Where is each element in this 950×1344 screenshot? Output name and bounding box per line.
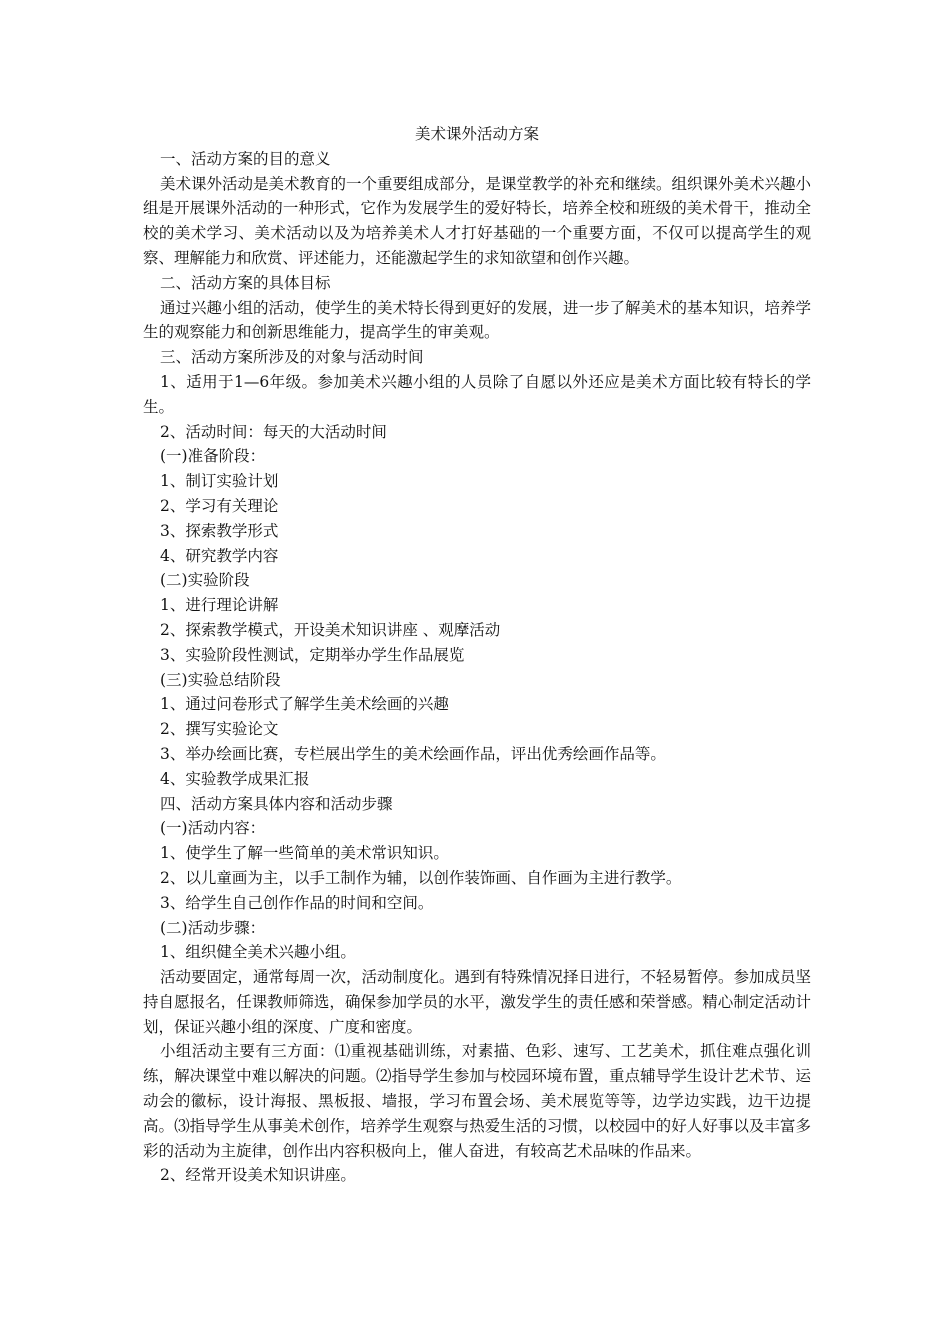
section-heading: 四、活动方案具体内容和活动步骤 xyxy=(160,794,393,813)
list-item: 2、撰写实验论文 xyxy=(160,720,279,739)
paragraph: 2、活动时间：每天的大活动时间 xyxy=(160,422,387,441)
list-item: 2、学习有关理论 xyxy=(160,496,279,515)
subsection-heading: (三)实验总结阶段 xyxy=(160,670,281,689)
list-item: 4、实验教学成果汇报 xyxy=(160,769,310,788)
list-item: 1、使学生了解一些简单的美术常识知识。 xyxy=(160,844,449,863)
list-item: 3、举办绘画比赛，专栏展出学生的美术绘画作品，评出优秀绘画作品等。 xyxy=(160,744,666,763)
document-page xyxy=(143,122,811,1188)
paragraph: 1、适用于1—6年级。参加美术兴趣小组的人员除了自愿以外还应是美术方面比较有特长的学生。 xyxy=(143,372,811,416)
subsection-heading: (一)准备阶段： xyxy=(160,447,266,466)
list-item: 1、组织健全美术兴趣小组。 xyxy=(160,943,356,962)
paragraph: 小组活动主要有三方面：⑴重视基础训练，对素描、色彩、速写、工艺美术，抓住难点强化训练，解决课堂中难以解决的问题。⑵指导学生参加与校园环境布置，重点辅导学生设计艺术节、运动会的徽标，设计海报、黑板报、墙报，学习布置会场、美术展览等等，边学边实践，边干边提高。⑶指导学生从事美术创作，培养学生观察与热爱生活的习惯，以校园中的好人好事以及丰富多彩的活动为主旋律，创作出内容积极向上，催人奋进，有较高艺术品味的作品来。 xyxy=(143,1042,811,1160)
list-item: 3、实验阶段性测试，定期举办学生作品展览 xyxy=(160,645,465,664)
list-item: 2、经常开设美术知识讲座。 xyxy=(160,1166,356,1185)
paragraph: 通过兴趣小组的活动，使学生的美术特长得到更好的发展，进一步了解美术的基本知识，培养学生的观察能力和创新思维能力，提高学生的审美观。 xyxy=(143,298,812,342)
list-item: 1、制订实验计划 xyxy=(160,472,279,491)
section-heading: 一、活动方案的目的意义 xyxy=(160,149,331,168)
list-item: 4、研究教学内容 xyxy=(160,546,279,565)
list-item: 1、通过问卷形式了解学生美术绘画的兴趣 xyxy=(160,695,449,714)
list-item: 3、给学生自己创作作品的时间和空间。 xyxy=(160,893,434,912)
paragraph: 活动要固定，通常每周一次，活动制度化。遇到有特殊情况择日进行，不轻易暂停。参加成员坚持自愿报名，任课教师筛选，确保参加学员的水平，激发学生的责任感和荣誉感。精心制定活动计划，保证兴趣小组的深度、广度和密度。 xyxy=(143,968,812,1036)
section-heading: 二、活动方案的具体目标 xyxy=(160,273,331,292)
list-item: 2、以儿童画为主，以手工制作为辅，以创作装饰画、自作画为主进行教学。 xyxy=(160,868,682,887)
subsection-heading: (二)活动步骤： xyxy=(160,918,266,937)
list-item: 3、探索教学形式 xyxy=(160,521,279,540)
document-title: 美术课外活动方案 xyxy=(414,125,539,143)
list-item: 1、进行理论讲解 xyxy=(160,596,279,615)
subsection-heading: (一)活动内容： xyxy=(160,819,266,838)
paragraph: 美术课外活动是美术教育的一个重要组成部分，是课堂教学的补充和继续。组织课外美术兴趣小组是开展课外活动的一种形式，它作为发展学生的爱好特长，培养全校和班级的美术骨干，推动全校的美术学习、美术活动以及为培养美术人才打好基础的一个重要方面，不仅可以提高学生的观察、理解能力和欣赏、评述能力，还能激起学生的求知欲望和创作兴趣。 xyxy=(143,174,812,267)
subsection-heading: (二)实验阶段 xyxy=(160,571,250,590)
section-heading: 三、活动方案所涉及的对象与活动时间 xyxy=(160,348,424,367)
list-item: 2、探索教学模式，开设美术知识讲座 、观摩活动 xyxy=(160,620,501,639)
